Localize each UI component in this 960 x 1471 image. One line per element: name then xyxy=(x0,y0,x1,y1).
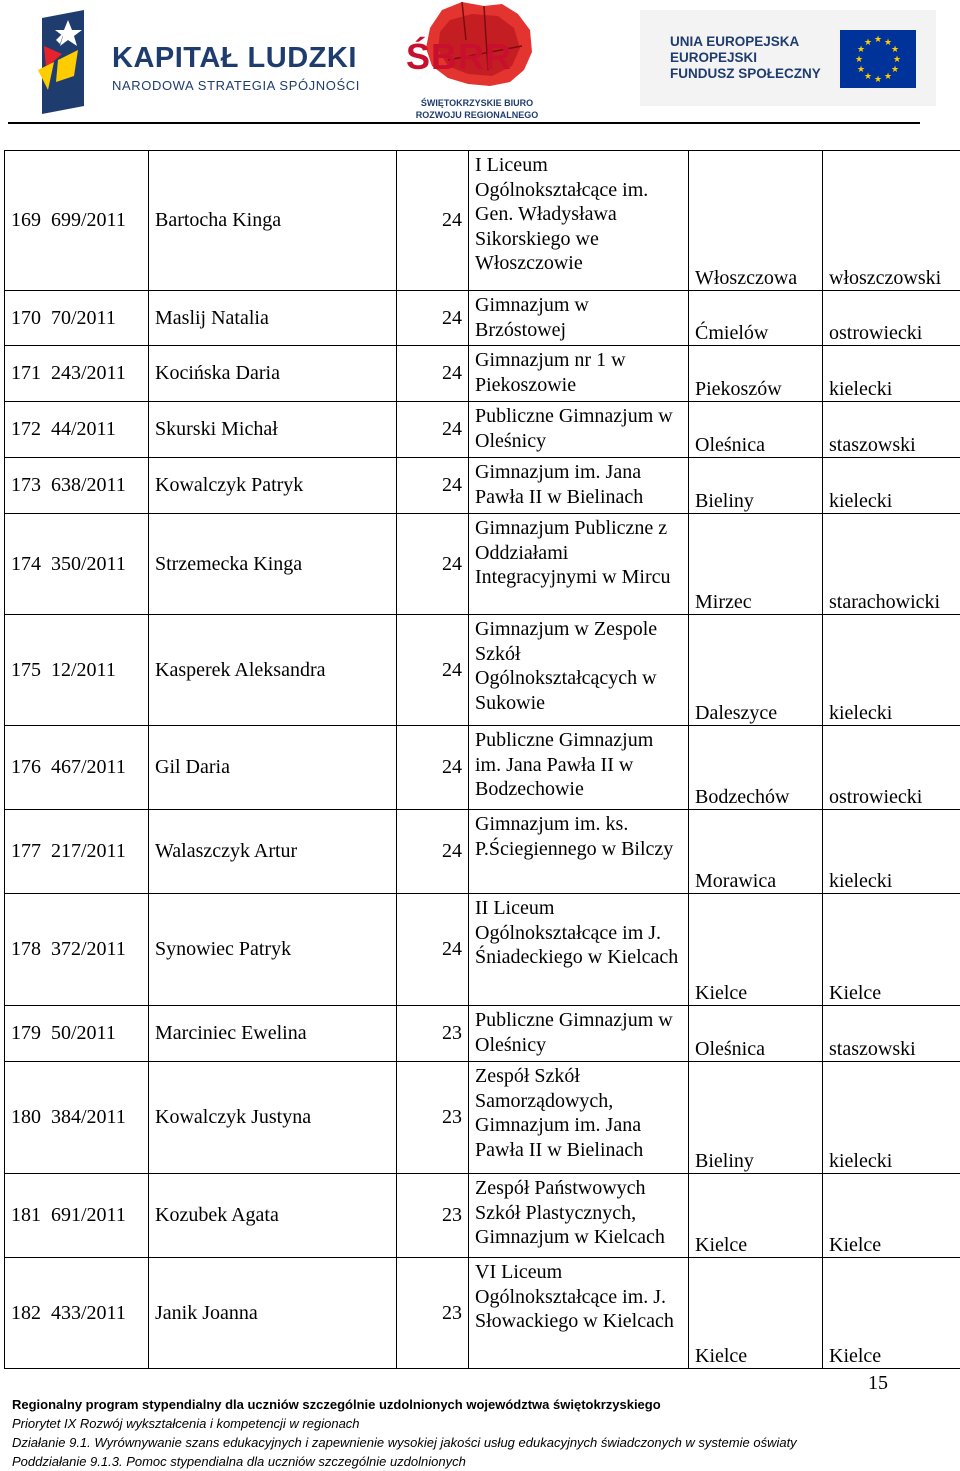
school-name: VI Liceum Ogólnokształcące im. J. Słowackiego w Kielcach xyxy=(469,1258,689,1369)
sbrr-logo xyxy=(400,0,555,122)
svg-text:★: ★ xyxy=(864,72,872,82)
svg-text:★: ★ xyxy=(891,45,899,55)
ue-line3: FUNDUSZ SPOŁECZNY xyxy=(670,66,821,81)
id-signature-cell xyxy=(5,894,149,1006)
kapital-ludzki-logo xyxy=(34,10,344,114)
town: Piekoszów xyxy=(689,346,823,402)
table-row xyxy=(5,1006,960,1062)
id-signature-cell xyxy=(5,402,149,458)
town: Bodzechów xyxy=(689,726,823,810)
scholarship-list-table xyxy=(4,150,960,1369)
points: 24 xyxy=(397,894,469,1006)
svg-text:★: ★ xyxy=(891,65,899,75)
points: 24 xyxy=(397,458,469,514)
page-header xyxy=(0,0,960,125)
town: Daleszyce xyxy=(689,615,823,726)
row-signature: 433/2011 xyxy=(51,1302,126,1324)
student-name: Skurski Michał xyxy=(149,402,397,458)
row-id: 170 xyxy=(11,306,51,331)
table-row xyxy=(5,402,960,458)
row-signature: 12/2011 xyxy=(51,659,116,681)
row-signature: 350/2011 xyxy=(51,553,126,575)
id-signature-cell xyxy=(5,810,149,894)
ue-efs-logo xyxy=(640,10,936,106)
points: 24 xyxy=(397,514,469,615)
id-signature-cell xyxy=(5,1174,149,1258)
county: starachowicki xyxy=(823,514,960,615)
town: Bieliny xyxy=(689,458,823,514)
town: Morawica xyxy=(689,810,823,894)
school-name: Publiczne Gimnazjum im. Jana Pawła II w Bodzechowie xyxy=(469,726,689,810)
student-name: Kocińska Daria xyxy=(149,346,397,402)
points: 24 xyxy=(397,346,469,402)
svg-text:★: ★ xyxy=(857,65,865,75)
kapital-ludzki-emblem-icon xyxy=(34,10,104,114)
svg-text:★: ★ xyxy=(874,35,882,45)
table-row xyxy=(5,1258,960,1369)
table-row xyxy=(5,726,960,810)
svg-text:★: ★ xyxy=(864,38,872,48)
town: Kielce xyxy=(689,1174,823,1258)
table-row xyxy=(5,458,960,514)
id-signature-cell xyxy=(5,346,149,402)
eu-flag-icon xyxy=(840,30,916,88)
student-name: Janik Joanna xyxy=(149,1258,397,1369)
school-name: Gimnazjum im. Jana Pawła II w Bielinach xyxy=(469,458,689,514)
row-signature: 372/2011 xyxy=(51,938,126,960)
header-divider xyxy=(8,122,920,124)
sbrr-title: ŚBRR xyxy=(406,36,512,78)
town: Kielce xyxy=(689,894,823,1006)
points: 23 xyxy=(397,1258,469,1369)
table-row xyxy=(5,1174,960,1258)
table-row xyxy=(5,894,960,1006)
row-id: 182 xyxy=(11,1301,51,1326)
student-name: Synowiec Patryk xyxy=(149,894,397,1006)
table-row xyxy=(5,810,960,894)
footer-action: Działanie 9.1. Wyrównywanie szans edukacyjnych i zapewnienie wysokiej jakości usług edukacyjnych świadczonych w systemie oświaty xyxy=(12,1433,797,1452)
sbrr-subtitle-line1: ŚWIĘTOKRZYSKIE BIURO xyxy=(402,98,552,108)
school-name: Zespół Państwowych Szkół Plastycznych, Gimnazjum w Kielcach xyxy=(469,1174,689,1258)
row-id: 181 xyxy=(11,1203,51,1228)
sbrr-subtitle-line2: ROZWOJU REGIONALNEGO xyxy=(402,110,552,120)
town: Kielce xyxy=(689,1258,823,1369)
county: ostrowiecki xyxy=(823,291,960,346)
row-id: 180 xyxy=(11,1105,51,1130)
id-signature-cell xyxy=(5,291,149,346)
id-signature-cell xyxy=(5,615,149,726)
student-name: Strzemecka Kinga xyxy=(149,514,397,615)
id-signature-cell xyxy=(5,458,149,514)
county: staszowski xyxy=(823,1006,960,1062)
row-signature: 691/2011 xyxy=(51,1204,126,1226)
school-name: Publiczne Gimnazjum w Oleśnicy xyxy=(469,402,689,458)
row-signature: 70/2011 xyxy=(51,307,116,329)
id-signature-cell xyxy=(5,151,149,291)
row-id: 169 xyxy=(11,208,51,233)
svg-text:★: ★ xyxy=(884,72,892,82)
points: 24 xyxy=(397,726,469,810)
county: staszowski xyxy=(823,402,960,458)
county: włoszczowski xyxy=(823,151,960,291)
kapital-ludzki-title: KAPITAŁ LUDZKI xyxy=(112,42,357,75)
ue-line2: EUROPEJSKI xyxy=(670,50,757,65)
ue-line1: UNIA EUROPEJSKA xyxy=(670,34,799,49)
points: 24 xyxy=(397,402,469,458)
id-signature-cell xyxy=(5,1258,149,1369)
id-signature-cell xyxy=(5,514,149,615)
row-id: 174 xyxy=(11,552,51,577)
points: 24 xyxy=(397,151,469,291)
kapital-ludzki-subtitle: NARODOWA STRATEGIA SPÓJNOŚCI xyxy=(112,78,360,93)
table-row xyxy=(5,346,960,402)
student-name: Kozubek Agata xyxy=(149,1174,397,1258)
school-name: Publiczne Gimnazjum w Oleśnicy xyxy=(469,1006,689,1062)
town: Włoszczowa xyxy=(689,151,823,291)
school-name: Gimnazjum im. ks. P.Ściegiennego w Bilczy xyxy=(469,810,689,894)
row-id: 175 xyxy=(11,658,51,683)
school-name: II Liceum Ogólnokształcące im J. Śniadeckiego w Kielcach xyxy=(469,894,689,1006)
table-row xyxy=(5,1062,960,1174)
points: 23 xyxy=(397,1006,469,1062)
svg-text:★: ★ xyxy=(884,38,892,48)
row-id: 171 xyxy=(11,361,51,386)
student-name: Bartocha Kinga xyxy=(149,151,397,291)
row-id: 172 xyxy=(11,417,51,442)
row-id: 178 xyxy=(11,937,51,962)
town: Mirzec xyxy=(689,514,823,615)
student-name: Kowalczyk Patryk xyxy=(149,458,397,514)
points: 24 xyxy=(397,291,469,346)
row-signature: 638/2011 xyxy=(51,474,126,496)
svg-text:★: ★ xyxy=(855,55,863,65)
id-signature-cell xyxy=(5,726,149,810)
county: Kielce xyxy=(823,894,960,1006)
svg-text:★: ★ xyxy=(893,55,901,65)
id-signature-cell xyxy=(5,1062,149,1174)
footer-program: Regionalny program stypendialny dla uczniów szczególnie uzdolnionych województwa świętokrzyskiego xyxy=(12,1395,797,1414)
svg-text:★: ★ xyxy=(857,45,865,55)
row-id: 177 xyxy=(11,839,51,864)
county: Kielce xyxy=(823,1174,960,1258)
svg-text:★: ★ xyxy=(874,75,882,85)
table-row xyxy=(5,615,960,726)
row-signature: 384/2011 xyxy=(51,1106,126,1128)
school-name: Zespół Szkół Samorządowych, Gimnazjum im. Jana Pawła II w Bielinach xyxy=(469,1062,689,1174)
table-row xyxy=(5,514,960,615)
county: ostrowiecki xyxy=(823,726,960,810)
school-name: Gimnazjum nr 1 w Piekoszowie xyxy=(469,346,689,402)
page-footer xyxy=(12,1395,797,1471)
county: kielecki xyxy=(823,458,960,514)
id-signature-cell xyxy=(5,1006,149,1062)
row-id: 176 xyxy=(11,755,51,780)
student-name: Maslij Natalia xyxy=(149,291,397,346)
student-name: Kowalczyk Justyna xyxy=(149,1062,397,1174)
row-id: 173 xyxy=(11,473,51,498)
county: kielecki xyxy=(823,346,960,402)
school-name: Gimnazjum w Brzóstowej xyxy=(469,291,689,346)
student-name: Kasperek Aleksandra xyxy=(149,615,397,726)
row-signature: 50/2011 xyxy=(51,1022,116,1044)
county: kielecki xyxy=(823,810,960,894)
points: 24 xyxy=(397,615,469,726)
town: Ćmielów xyxy=(689,291,823,346)
school-name: Gimnazjum w Zespole Szkół Ogólnokształcących w Sukowie xyxy=(469,615,689,726)
student-name: Walaszczyk Artur xyxy=(149,810,397,894)
student-name: Gil Daria xyxy=(149,726,397,810)
footer-priority: Priorytet IX Rozwój wykształcenia i kompetencji w regionach xyxy=(12,1414,797,1433)
points: 23 xyxy=(397,1174,469,1258)
table-row xyxy=(5,151,960,291)
footer-subaction: Poddziałanie 9.1.3. Pomoc stypendialna dla uczniów szczególnie uzdolnionych xyxy=(12,1452,797,1471)
row-signature: 467/2011 xyxy=(51,756,126,778)
county: kielecki xyxy=(823,1062,960,1174)
town: Oleśnica xyxy=(689,402,823,458)
row-signature: 44/2011 xyxy=(51,418,116,440)
school-name: Gimnazjum Publiczne z Oddziałami Integracyjnymi w Mircu xyxy=(469,514,689,615)
row-signature: 699/2011 xyxy=(51,209,126,231)
county: Kielce xyxy=(823,1258,960,1369)
row-signature: 243/2011 xyxy=(51,362,126,384)
town: Oleśnica xyxy=(689,1006,823,1062)
points: 23 xyxy=(397,1062,469,1174)
row-signature: 217/2011 xyxy=(51,840,126,862)
school-name: I Liceum Ogólnokształcące im. Gen. Władysława Sikorskiego we Włoszczowie xyxy=(469,151,689,291)
town: Bieliny xyxy=(689,1062,823,1174)
county: kielecki xyxy=(823,615,960,726)
points: 24 xyxy=(397,810,469,894)
row-id: 179 xyxy=(11,1021,51,1046)
table-row xyxy=(5,291,960,346)
page-number: 15 xyxy=(868,1372,888,1395)
student-name: Marciniec Ewelina xyxy=(149,1006,397,1062)
